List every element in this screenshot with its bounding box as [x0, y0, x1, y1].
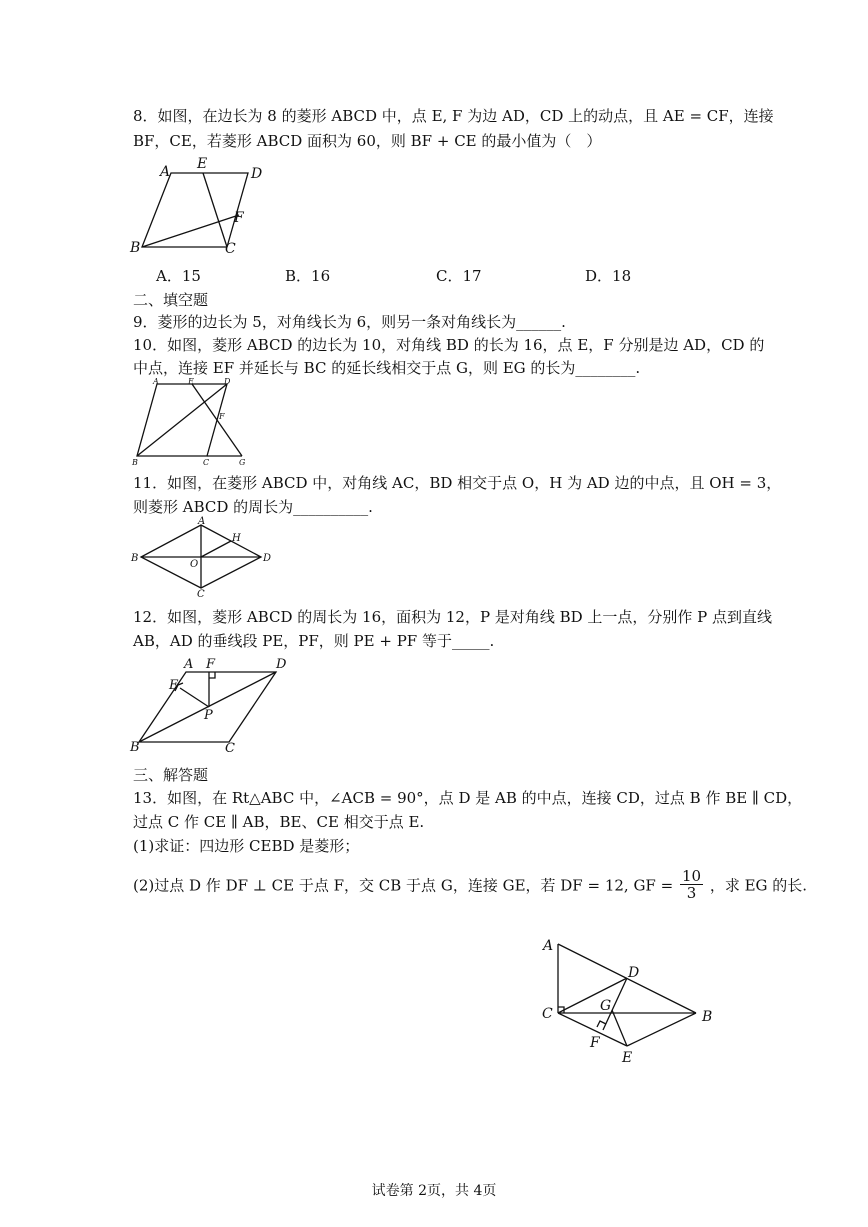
q11-label-o: O: [190, 559, 199, 570]
q10-label-a: A: [153, 377, 159, 386]
q8-option-a: A．15: [156, 267, 201, 285]
q9-text: 9．菱形的边长为 5，对角线长为 6，则另一条对角线长为______.: [133, 313, 566, 331]
q11-figure: [128, 515, 278, 597]
q12-label-p: P: [204, 708, 213, 723]
q13-line2: 过点 C 作 CE ∥ AB，BE、CE 相交于点 E.: [133, 813, 425, 831]
q13-fraction-denominator: 3: [686, 884, 697, 902]
q11-line1: 11．如图，在菱形 ABCD 中，对角线 AC，BD 相交于点 O，H 为 AD 边的中点，且 OH = 3，: [133, 474, 782, 492]
q10-line2: 中点，连接 EF 并延长与 BC 的延长线相交于点 G，则 EG 的长为________.: [133, 359, 641, 377]
page-footer: 试卷第 2页，共 4页: [371, 1183, 497, 1199]
q12-figure: [128, 653, 293, 757]
q13-label-b: B: [702, 1009, 713, 1025]
q8-label-f: F: [234, 210, 244, 226]
q12-line2: AB，AD 的垂线段 PE，PF，则 PE + PF 等于_____.: [133, 632, 495, 650]
q8-label-e: E: [197, 156, 208, 172]
q8-label-c: C: [225, 241, 236, 257]
q10-label-g: G: [239, 458, 246, 467]
q11-label-c: C: [197, 589, 205, 597]
q12-label-f: F: [206, 657, 216, 672]
q13-label-e: E: [622, 1050, 633, 1066]
q10-figure: [128, 376, 253, 468]
q8-figure: [126, 156, 276, 260]
q12-label-b: B: [130, 740, 140, 755]
q13-fraction: [680, 868, 703, 901]
q8-label-b: B: [130, 240, 141, 256]
q11-label-h: H: [232, 533, 241, 544]
q13-fraction-numerator: 10: [681, 867, 702, 885]
q8-option-c: C．17: [436, 267, 482, 285]
q13-part2-text: (2)过点 D 作 DF ⊥ CE 于点 F，交 CB 于点 G，连接 GE，若 DF = 12, GF =: [133, 876, 674, 895]
q13-part1: (1)求证：四边形 CEBD 是菱形；: [133, 837, 360, 855]
q12-label-a: A: [184, 657, 194, 672]
section3-heading: 三、解答题: [133, 766, 209, 784]
q8-line2: BF，CE，若菱形 ABCD 面积为 60，则 BF + CE 的最小值为（ ）: [133, 132, 602, 150]
q8-option-b: B．16: [285, 267, 331, 285]
q8-label-a: A: [160, 164, 171, 180]
q12-label-d: D: [276, 657, 287, 672]
q10-label-f: F: [219, 412, 225, 421]
q13-part2-tail: ，求 EG 的长.: [709, 876, 808, 895]
q12-label-c: C: [225, 741, 235, 756]
section2-heading: 二、填空题: [133, 291, 209, 309]
q10-label-c: C: [203, 458, 210, 467]
q11-label-a: A: [198, 516, 206, 527]
q8-label-d: D: [251, 166, 263, 182]
q8-line1: 8．如图，在边长为 8 的菱形 ABCD 中，点 E, F 为边 AD，CD 上的动点，且 AE = CF，连接: [133, 107, 774, 125]
q10-label-e: E: [188, 377, 194, 386]
q13-part2: [133, 867, 808, 903]
q13-label-g: G: [600, 998, 612, 1014]
q13-line1: 13．如图，在 Rt△ABC 中，∠ACB = 90°，点 D 是 AB 的中点，连接 CD，过点 B 作 BE ∥ CD，: [133, 789, 803, 807]
q10-label-d: D: [224, 377, 231, 386]
q10-label-b: B: [132, 458, 138, 467]
q11-label-d: D: [263, 553, 272, 564]
q11-label-b: B: [131, 553, 139, 564]
q11-line2: 则菱形 ABCD 的周长为__________.: [133, 498, 373, 516]
q13-label-f: F: [590, 1035, 600, 1051]
q13-figure: [538, 932, 723, 1072]
q12-line1: 12．如图，菱形 ABCD 的周长为 16，面积为 12，P 是对角线 BD 上一点，分别作 P 点到直线: [133, 608, 773, 626]
q10-line1: 10．如图，菱形 ABCD 的边长为 10，对角线 BD 的长为 16，点 E，F 分别是边 AD，CD 的: [133, 336, 765, 354]
q13-label-d: D: [628, 965, 640, 981]
q13-label-c: C: [542, 1006, 553, 1022]
q8-option-d: D．18: [585, 267, 632, 285]
q13-label-a: A: [543, 938, 554, 954]
q12-label-e: E: [169, 678, 179, 693]
